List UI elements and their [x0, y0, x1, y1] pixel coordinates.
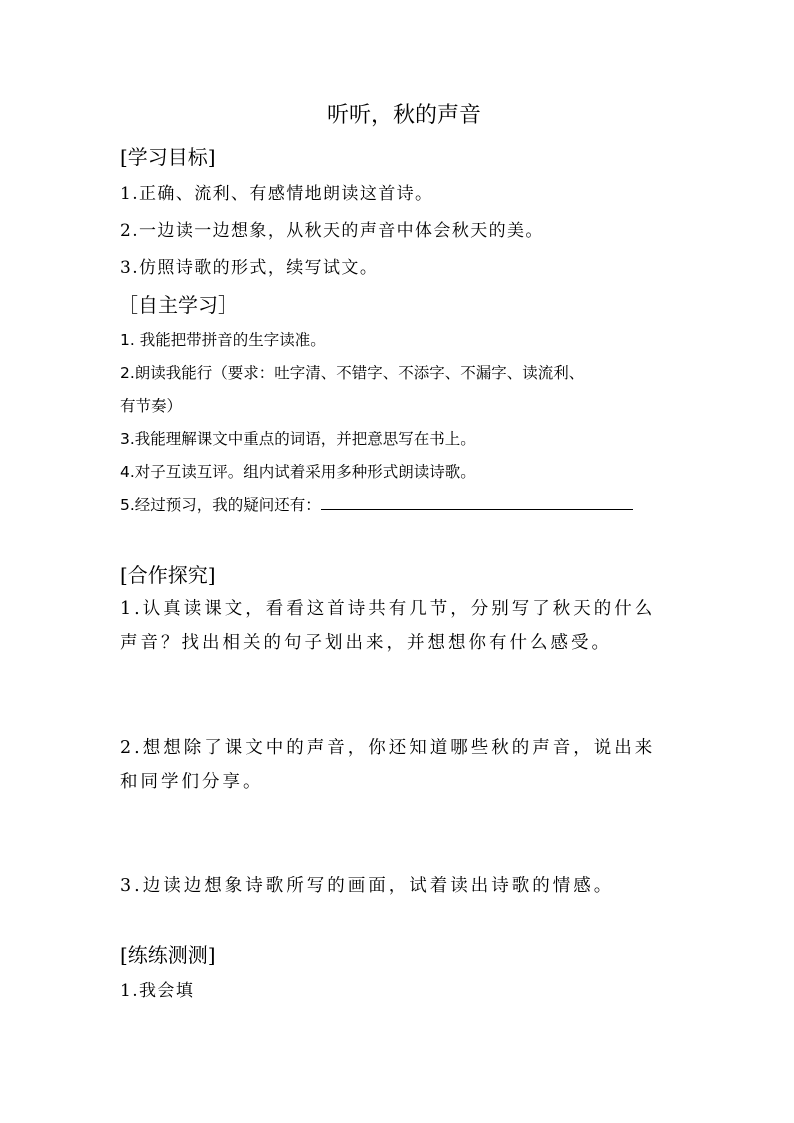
goal-item-3: 3.仿照诗歌的形式，续写试文。: [120, 258, 379, 278]
self-study-item-2: 2.朗读我能行（要求：吐字清、不错字、不添字、不漏字、读流利、: [120, 364, 585, 382]
self-study-item-5: [120, 494, 633, 516]
explore-heading: [合作探究]: [120, 563, 216, 587]
self-study-item-1: 1. 我能把带拼音的生字读准。: [120, 331, 326, 349]
explore-q3: 3.边读边想象诗歌所写的画面，试着读出诗歌的情感。: [120, 876, 615, 896]
goals-heading: [学习目标]: [120, 145, 216, 169]
self-study-item-2-continued: 有节奏）: [120, 397, 183, 415]
self-study-item-5-text: 5.经过预习，我的疑问还有：: [120, 496, 321, 514]
page-title: 听听，秋的声音: [326, 103, 481, 128]
self-study-heading: ［自主学习］: [118, 293, 238, 317]
self-study-item-3: 3.我能理解课文中重点的词语，并把意思写在书上。: [120, 430, 476, 448]
explore-q1-line2: 声音？找出相关的句子划出来，并想想你有什么感受。: [120, 633, 612, 653]
explore-q2-line2: 和同学们分享。: [120, 772, 264, 792]
practice-heading: [练练测测]: [120, 943, 216, 967]
practice-q1: 1.我会填: [120, 981, 195, 1001]
goal-item-1: 1.正确、流利、有感情地朗读这首诗。: [120, 184, 434, 204]
self-study-item-4: 4.对子互读互评。组内试着采用多种形式朗读诗歌。: [120, 463, 476, 481]
goal-item-2: 2.一边读一边想象，从秋天的声音中体会秋天的美。: [120, 221, 544, 241]
answer-blank-line[interactable]: [321, 495, 633, 510]
explore-q2-line1: 2.想想除了课文中的声音，你还知道哪些秋的声音，说出来: [120, 738, 656, 758]
explore-q1-line1: 1.认真读课文，看看这首诗共有几节，分别写了秋天的什么: [120, 599, 656, 619]
